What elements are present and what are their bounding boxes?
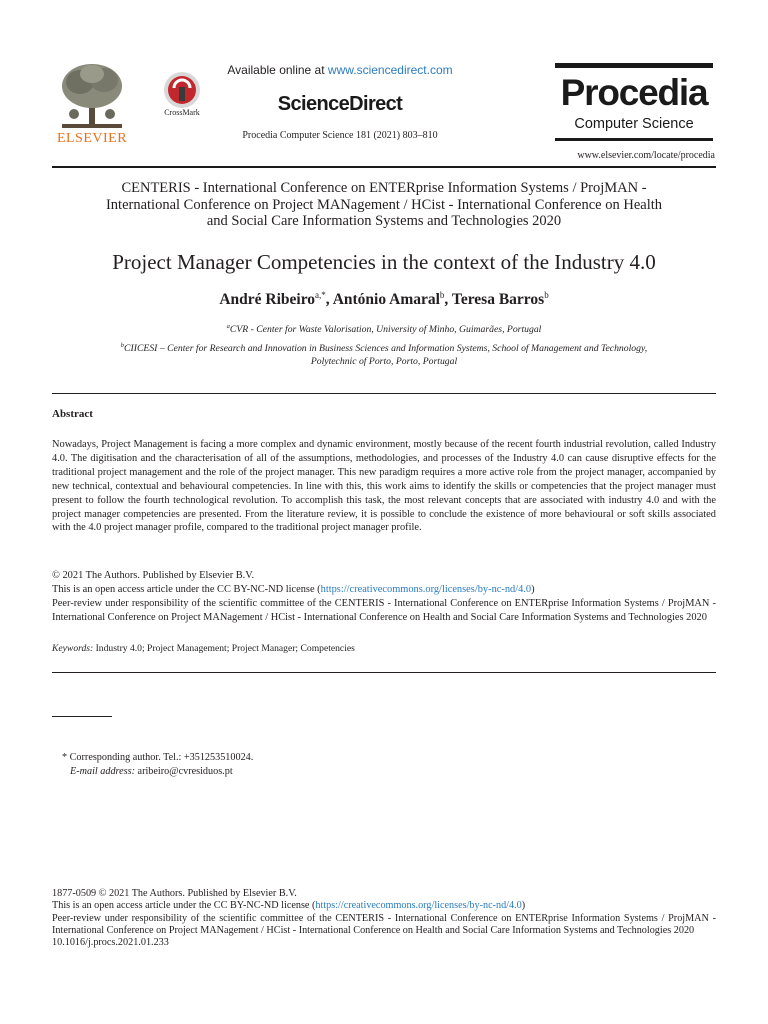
affiliation-text: Polytechnic of Porto, Porto, Portugal <box>310 356 458 368</box>
affiliation-mark: b <box>120 342 125 349</box>
procedia-top-bar <box>555 63 713 68</box>
elsevier-wordmark: ELSEVIER <box>56 131 128 146</box>
abstract-bottom-rule <box>52 672 716 673</box>
license-suffix: ) <box>531 583 535 595</box>
affiliation-text: CVR - Center for Waste Valorisation, University of Minho, Guimarães, Portugal <box>229 324 542 336</box>
footnote-rule <box>52 716 112 717</box>
peer-review-statement: Peer-review under responsibility of the scientific committee of the CENTERIS - International Conference on ENTERprise Information Systems / ProjMAN - International Conference on Project MANagement / HCist - International Conference on Health and Social Care Information Systems and Technologies 2020 <box>52 597 716 623</box>
author-affiliation-mark: a,* <box>315 290 326 300</box>
sciencedirect-logo: ScienceDirect <box>277 93 403 115</box>
author-affiliation-mark: b <box>544 290 549 300</box>
procedia-wordmark: Procedia <box>560 72 708 113</box>
author-name: Teresa Barros <box>451 291 545 309</box>
author-list: André Ribeiro$^{a,*}$, António Amaral$^b$, Teresa Barros$^b$ <box>219 290 549 309</box>
email-address[interactable]: aribeiro@cvresiduos.pt <box>135 766 233 777</box>
email-label: E-mail address: <box>70 766 135 777</box>
issn-line: 1877-0509 © 2021 The Authors. Published by Elsevier B.V. <box>52 888 297 899</box>
keywords-list: Industry 4.0; Project Management; Project Manager; Competencies <box>93 643 355 654</box>
license-suffix: ) <box>521 900 526 912</box>
doi[interactable]: 10.1016/j.procs.2021.01.233 <box>52 937 169 949</box>
crossmark-label: CrossMark <box>164 108 200 117</box>
conference-line: CENTERIS - International Conference on ENTERprise Information Systems / ProjMAN - <box>121 180 647 196</box>
author-name: André Ribeiro <box>219 291 316 309</box>
author-affiliation-mark: b <box>439 290 445 300</box>
footer-peer-review: Peer-review under responsibility of the scientific committee of the CENTERIS - International Conference on ENTERprise Information Systems / ProjMAN - International Conference on Project MANagement / HCist - International Conference on Health and Social Care Information Systems and Technologies 2020 <box>52 912 716 936</box>
abstract-body: Nowadays, Project Management is facing a more complex and dynamic environment, mostly because of the recent fourth industrial revolution, called Industry 4.0. The digitisation and the characterisation of all of the assumptions, methodologies, and processes of the Industry 4.0 can cause disruptive effects for the traditional project management and the role of the project manager. This new paradigm requires a more active role from the project manager, accompanied by new technical, contextual and behavioural competencies. In line with this, this work aims to identify the skills or competencies that the project manager must present to follow the fourth technological revolution. To accomplish this task, the most relevant concepts that are associated with industry 4.0 and with the project manager competencies are presented. From the literature review, it is possible to conclude the existence of more behavioural or soft skills associated with the 4.0 project manager profile, compared to the traditional project manager profile. <box>52 439 716 534</box>
author-name: António Amaral <box>332 291 440 309</box>
conference-line: and Social Care Information Systems and Technologies 2020 <box>206 213 562 229</box>
elsevier-locate-url[interactable]: www.elsevier.com/locate/procedia <box>577 150 715 161</box>
affiliation-b <box>52 339 716 368</box>
footer-license-line <box>52 900 716 912</box>
copyright-line: © 2021 The Authors. Published by Elsevier B.V. <box>52 570 255 581</box>
email-line <box>70 766 233 777</box>
license-link[interactable]: https://creativecommons.org/licenses/by-nc-nd/4.0 <box>320 583 532 595</box>
license-line <box>52 583 716 597</box>
sciencedirect-link[interactable]: www.sciencedirect.com <box>327 63 453 77</box>
footer-license-link[interactable]: https://creativecommons.org/licenses/by-nc-nd/4.0 <box>315 900 522 912</box>
keywords-label: Keywords: <box>52 643 94 654</box>
page-footer <box>52 888 716 949</box>
abstract-heading: Abstract <box>52 408 93 420</box>
available-online-line <box>200 63 480 77</box>
license-prefix: This is an open access article under the CC BY-NC-ND license ( <box>52 583 321 595</box>
affiliation-mark: a <box>226 323 230 330</box>
license-prefix: This is an open access article under the CC BY-NC-ND license ( <box>52 900 316 912</box>
keywords-line <box>52 643 716 654</box>
available-prefix: Available online at <box>227 63 328 77</box>
procedia-bottom-bar <box>555 138 713 141</box>
paper-title: Project Manager Competencies in the context of the Industry 4.0 <box>112 250 656 274</box>
corresponding-author-note: * Corresponding author. Tel.: +351253510024. <box>62 752 254 763</box>
journal-reference: Procedia Computer Science 181 (2021) 803–810 <box>242 130 438 141</box>
procedia-subtitle: Computer Science <box>574 116 694 132</box>
affiliation-text: CIICESI – Center for Research and Innovation in Business Sciences and Information Systems, School of Management and Technology, <box>124 343 648 355</box>
procedia-logo <box>555 63 713 143</box>
copyright-block <box>52 569 716 625</box>
affiliation-a <box>52 323 716 335</box>
abstract-top-rule <box>52 393 716 394</box>
conference-name <box>52 180 716 230</box>
conference-line: International Conference on Project MANagement / HCist - International Conference on Health <box>105 196 663 213</box>
header-divider <box>52 166 716 168</box>
